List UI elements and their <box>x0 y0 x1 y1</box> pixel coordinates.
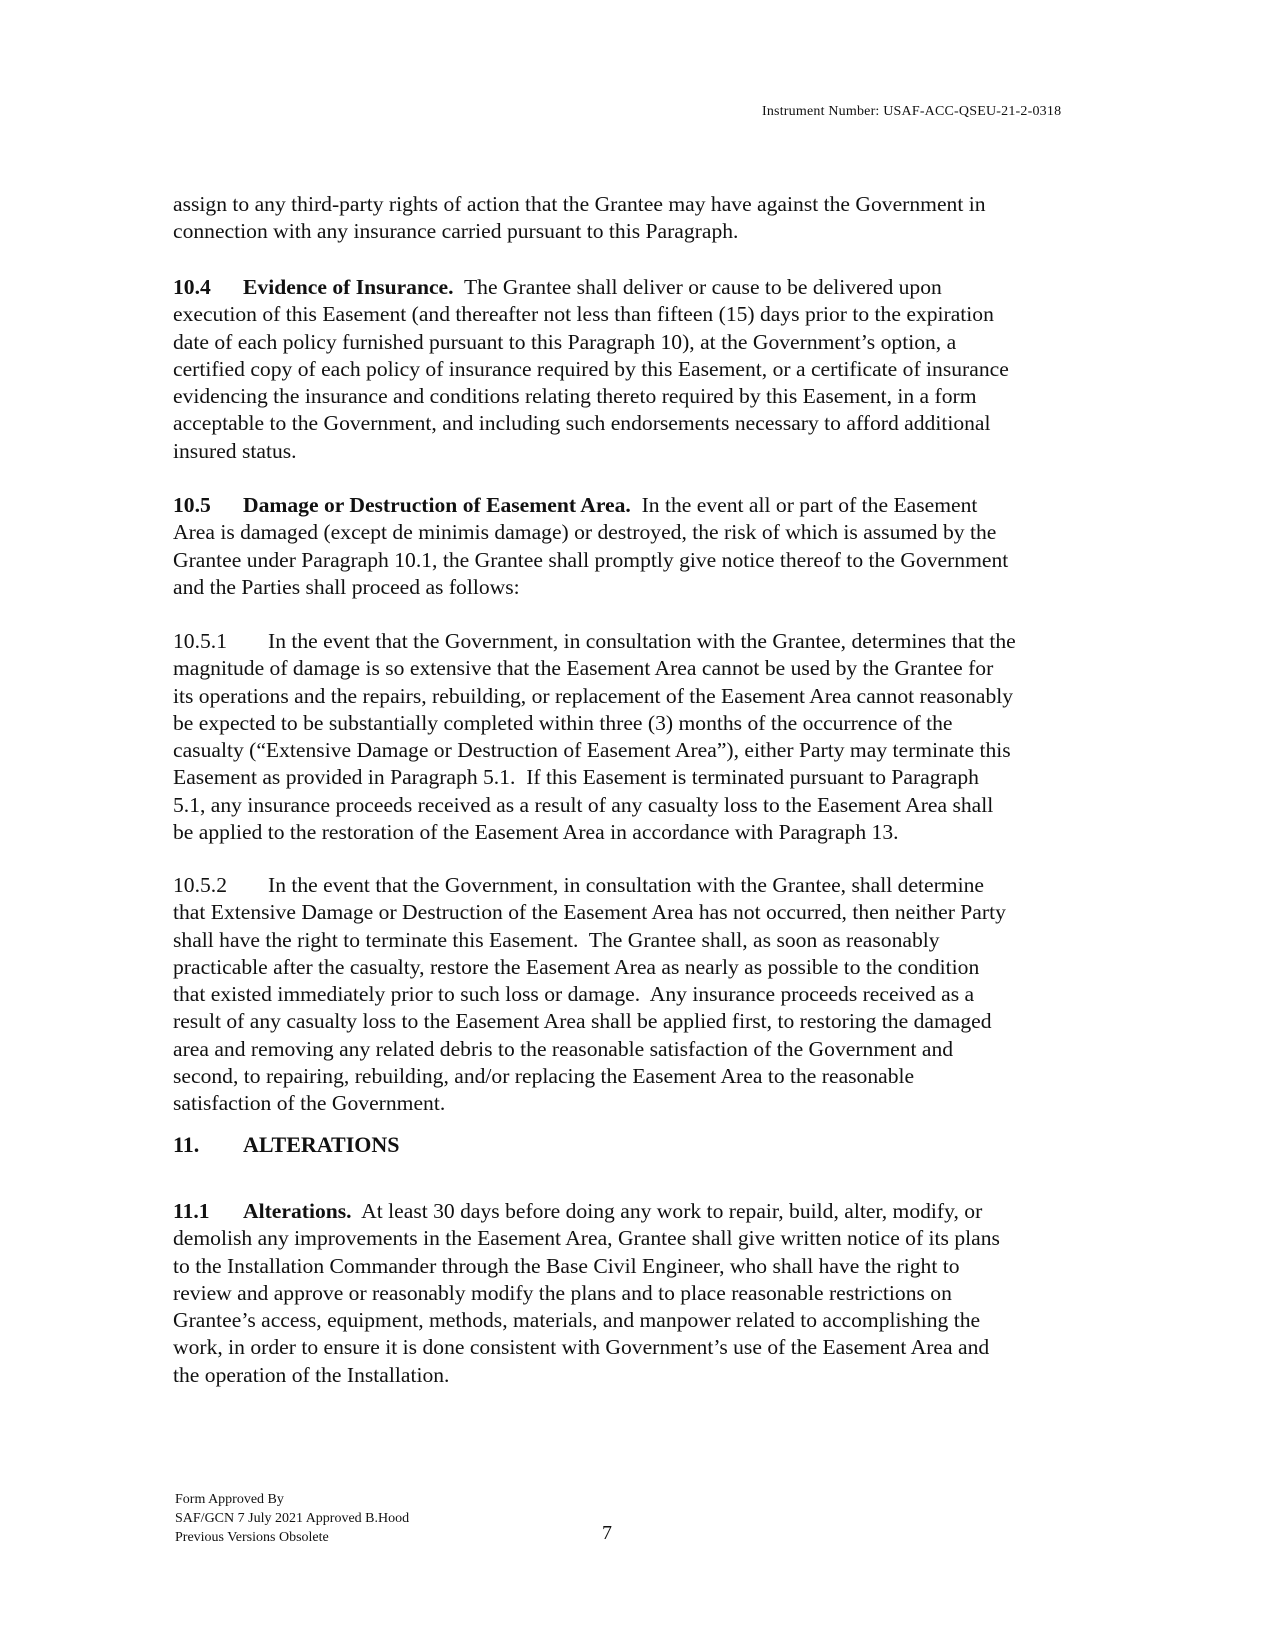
section-11-heading <box>173 1131 1113 1158</box>
line-text: practicable after the casualty, restore the Easement Area as nearly as possible to the condition <box>173 954 980 979</box>
text-line <box>173 274 1113 301</box>
section-number: 10.5.1 <box>173 629 227 653</box>
text-line <box>173 1307 1113 1334</box>
text-line <box>173 710 1113 737</box>
line-text: to the Installation Commander through the Base Civil Engineer, who shall have the right to <box>173 1253 960 1278</box>
line-text: acceptable to the Government, and including such endorsements necessary to afford additional <box>173 411 991 436</box>
section-number: 11.1 <box>173 1199 210 1223</box>
text-line <box>173 927 1113 954</box>
text-line <box>173 1131 1113 1158</box>
line-text: execution of this Easement (and thereafter not less than fifteen (15) days prior to the expiration <box>173 302 994 327</box>
line-text: that Extensive Damage or Destruction of the Easement Area has not occurred, then neither Party <box>173 900 1006 925</box>
line-text: In the event that the Government, in consultation with the Grantee, determines that the <box>268 629 1016 653</box>
line-text: Grantee’s access, equipment, methods, materials, and manpower related to accomplishing the <box>173 1308 981 1333</box>
text-line <box>173 819 1113 846</box>
text-line <box>173 737 1113 764</box>
line-text: Easement as provided in Paragraph 5.1. If this Easement is terminated pursuant to Paragraph <box>173 765 979 790</box>
text-line <box>173 218 1113 245</box>
text-line <box>173 1063 1113 1090</box>
line-text: result of any casualty loss to the Easement Area shall be applied first, to restoring the damaged <box>173 1009 992 1034</box>
line-text: be applied to the restoration of the Easement Area in accordance with Paragraph 13. <box>173 820 899 845</box>
text-line <box>173 438 1113 465</box>
text-line <box>173 1362 1113 1389</box>
text-line <box>173 1280 1113 1307</box>
section-10-5-1 <box>173 628 1113 846</box>
line-text: second, to repairing, rebuilding, and/or replacing the Easement Area to the reasonable <box>173 1064 915 1089</box>
line-text: At least 30 days before doing any work to repair, build, alter, modify, or <box>351 1199 983 1223</box>
line-text: In the event that the Government, in consultation with the Grantee, shall determine <box>268 873 984 897</box>
line-text: satisfaction of the Government. <box>173 1091 446 1116</box>
section-10-5-2 <box>173 872 1113 1118</box>
section-number: 10.5.2 <box>173 873 227 897</box>
para-continued <box>173 191 1113 246</box>
line-text: date of each policy furnished pursuant to this Paragraph 10), at the Government’s option, a <box>173 329 957 354</box>
instrument-number: Instrument Number: USAF-ACC-QSEU-21-2-0318 <box>762 104 1062 119</box>
line-text: The Grantee shall deliver or cause to be delivered upon <box>453 275 942 299</box>
line-text: assign to any third-party rights of action that the Grantee may have against the Government in <box>173 192 986 216</box>
text-line <box>173 356 1113 383</box>
text-line <box>173 1090 1113 1117</box>
text-line <box>173 655 1113 682</box>
text-line <box>173 1036 1113 1063</box>
line-text: and the Parties shall proceed as follows: <box>173 574 520 599</box>
text-line <box>173 329 1113 356</box>
text-line <box>173 954 1113 981</box>
line-text: insured status. <box>173 438 297 463</box>
line-text: area and removing any related debris to the reasonable satisfaction of the Government and <box>173 1036 954 1061</box>
line-text: shall have the right to terminate this Easement. The Grantee shall, as soon as reasonably <box>173 927 940 952</box>
line-text: the operation of the Installation. <box>173 1362 450 1387</box>
line-text: In the event all or part of the Easement <box>630 493 978 517</box>
text-line <box>173 1253 1113 1280</box>
section-number: 10.4 <box>173 275 211 299</box>
line-text: review and approve or reasonably modify the plans and to place reasonable restrictions on <box>173 1280 952 1305</box>
text-line <box>173 410 1113 437</box>
text-line <box>173 981 1113 1008</box>
text-line <box>173 383 1113 410</box>
line-text: Grantee under Paragraph 10.1, the Grantee shall promptly give notice thereof to the Government <box>173 547 1009 572</box>
text-line <box>173 301 1113 328</box>
line-text: work, in order to ensure it is done consistent with Government’s use of the Easement Area and <box>173 1335 990 1360</box>
line-text: certified copy of each policy of insurance required by this Easement, or a certificate of insurance <box>173 356 1009 381</box>
section-number: 11. <box>173 1132 200 1157</box>
line-text: connection with any insurance carried pursuant to this Paragraph. <box>173 219 739 244</box>
text-line <box>173 492 1113 519</box>
line-text: magnitude of damage is so extensive that the Easement Area cannot be used by the Grantee for <box>173 656 994 681</box>
text-line <box>173 872 1113 899</box>
section-10-4 <box>173 274 1113 465</box>
text-line <box>173 764 1113 791</box>
text-line <box>173 792 1113 819</box>
form-footer <box>175 1490 409 1547</box>
section-title: Alterations. <box>243 1199 352 1223</box>
text-line <box>173 547 1113 574</box>
text-line <box>173 1225 1113 1252</box>
line-text: that existed immediately prior to such loss or damage. Any insurance proceeds received as a <box>173 982 975 1007</box>
line-text: be expected to be substantially completed within three (3) months of the occurrence of the <box>173 710 953 735</box>
page-number: 7 <box>602 1522 612 1544</box>
text-line <box>173 1008 1113 1035</box>
section-number: 10.5 <box>173 493 211 517</box>
section-10-5 <box>173 492 1113 601</box>
text-line <box>173 574 1113 601</box>
text-line <box>173 628 1113 655</box>
footer-approval: SAF/GCN 7 July 2021 Approved B.Hood <box>175 1511 410 1526</box>
line-text: its operations and the repairs, rebuilding, or replacement of the Easement Area cannot reasonably <box>173 683 1014 708</box>
section-11-1 <box>173 1198 1113 1389</box>
text-line <box>173 899 1113 926</box>
line-text: Area is damaged (except de minimis damage) or destroyed, the risk of which is assumed by the <box>173 520 997 545</box>
footer-form-approved: Form Approved By <box>175 1492 284 1507</box>
section-title: Damage or Destruction of Easement Area. <box>243 493 631 517</box>
line-text: demolish any improvements in the Easement Area, Grantee shall give written notice of its plans <box>173 1226 1000 1251</box>
line-text: 5.1, any insurance proceeds received as a result of any casualty loss to the Easement Area shall <box>173 792 994 817</box>
text-line <box>173 1334 1113 1361</box>
text-line <box>173 191 1113 218</box>
text-line <box>173 519 1113 546</box>
section-title: ALTERATIONS <box>243 1132 400 1157</box>
text-line <box>173 1198 1113 1225</box>
line-text: evidencing the insurance and conditions relating thereto required by this Easement, in a form <box>173 384 977 409</box>
footer-obsolete: Previous Versions Obsolete <box>175 1530 329 1545</box>
line-text: casualty (“Extensive Damage or Destruction of Easement Area”), either Party may terminate this <box>173 738 1011 763</box>
text-line <box>173 683 1113 710</box>
section-title: Evidence of Insurance. <box>243 275 454 299</box>
